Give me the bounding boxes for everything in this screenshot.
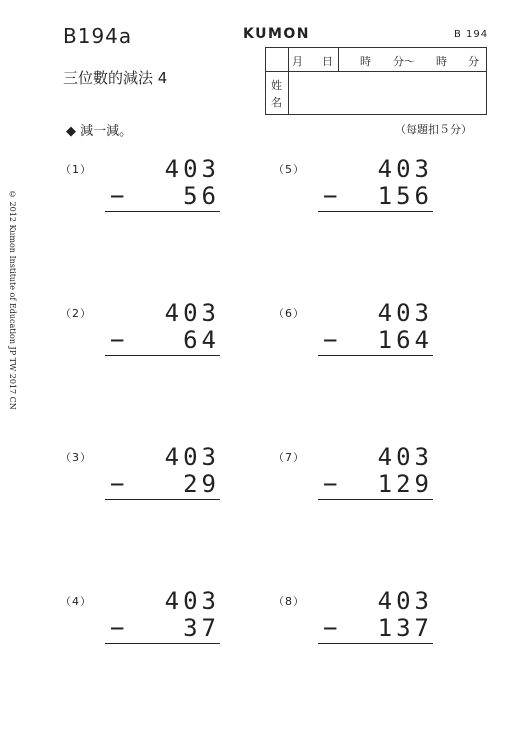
minus-sign: − xyxy=(110,326,125,354)
problem-4 xyxy=(60,587,220,657)
scoring-note: （每題扣５分） xyxy=(395,123,472,136)
sheet-code-small: B 194 xyxy=(454,29,489,40)
answer-line[interactable] xyxy=(318,211,433,212)
minuend: 403 xyxy=(164,443,220,471)
subtrahend: 164 xyxy=(377,326,433,354)
subtrahend: 37 xyxy=(183,614,220,642)
minuend: 403 xyxy=(377,443,433,471)
problem-2 xyxy=(60,299,220,369)
minus-sign: − xyxy=(323,470,338,498)
problem-number: （2） xyxy=(60,307,92,320)
minuend: 403 xyxy=(377,299,433,327)
divider xyxy=(338,48,339,72)
problem-number: （8） xyxy=(273,595,305,608)
minuend: 403 xyxy=(164,587,220,615)
subtrahend: 64 xyxy=(183,326,220,354)
minus-sign: − xyxy=(110,470,125,498)
minus-sign: − xyxy=(323,614,338,642)
instruction: ◆ 減一減。 xyxy=(66,124,133,139)
subtrahend: 137 xyxy=(377,614,433,642)
problem-number: （4） xyxy=(60,595,92,608)
subtrahend: 29 xyxy=(183,470,220,498)
copyright-notice: © 2012 Kumon Institute of Education JP TW 2017 CN xyxy=(8,190,17,410)
minute-start-label: 分～ xyxy=(393,55,415,68)
problem-8 xyxy=(273,587,433,657)
minus-sign: − xyxy=(323,326,338,354)
answer-line[interactable] xyxy=(105,643,220,644)
date-name-box xyxy=(265,47,487,115)
minus-sign: − xyxy=(110,614,125,642)
problem-number: （3） xyxy=(60,451,92,464)
answer-line[interactable] xyxy=(105,211,220,212)
problem-1 xyxy=(60,155,220,225)
answer-line[interactable] xyxy=(318,499,433,500)
problem-number: （6） xyxy=(273,307,305,320)
minuend: 403 xyxy=(164,155,220,183)
answer-line[interactable] xyxy=(318,643,433,644)
month-label: 月 xyxy=(292,55,303,68)
answer-line[interactable] xyxy=(318,355,433,356)
name-label: 名 xyxy=(271,96,282,109)
subtrahend: 56 xyxy=(183,182,220,210)
minuend: 403 xyxy=(164,299,220,327)
answer-line[interactable] xyxy=(105,355,220,356)
problem-3 xyxy=(60,443,220,513)
subtrahend: 156 xyxy=(377,182,433,210)
hour-end-label: 時 xyxy=(436,55,447,68)
minus-sign: − xyxy=(110,182,125,210)
brand-logo: KUMON xyxy=(243,26,311,42)
name-label: 姓 xyxy=(271,79,282,92)
page-title: 三位數的減法 4 xyxy=(63,69,168,87)
problem-5 xyxy=(273,155,433,225)
subtrahend: 129 xyxy=(377,470,433,498)
divider xyxy=(288,48,289,114)
minus-sign: − xyxy=(323,182,338,210)
minute-end-label: 分 xyxy=(468,55,479,68)
answer-line[interactable] xyxy=(105,499,220,500)
day-label: 日 xyxy=(322,55,333,68)
hour-start-label: 時 xyxy=(360,55,371,68)
problem-number: （7） xyxy=(273,451,305,464)
sheet-code: B194a xyxy=(63,24,133,48)
name-field[interactable] xyxy=(290,73,486,113)
problem-6 xyxy=(273,299,433,369)
minuend: 403 xyxy=(377,587,433,615)
problem-7 xyxy=(273,443,433,513)
problem-number: （5） xyxy=(273,163,305,176)
minuend: 403 xyxy=(377,155,433,183)
problem-number: （1） xyxy=(60,163,92,176)
